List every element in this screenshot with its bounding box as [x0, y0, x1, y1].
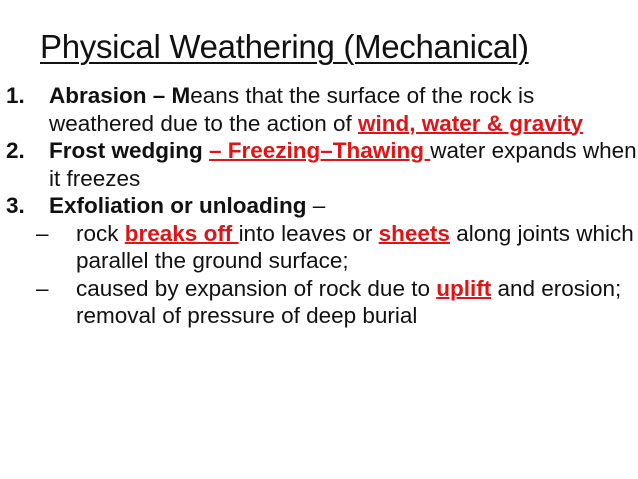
sub-highlight: breaks off: [124, 220, 239, 246]
sub-highlight: sheets: [378, 220, 450, 246]
sub-text: rock: [76, 220, 125, 246]
sub-item-breaks-off: [0, 220, 638, 275]
dash-bullet: –: [36, 220, 49, 246]
item-term: Exfoliation or unloading: [49, 193, 307, 218]
weathering-list: [0, 82, 638, 330]
sub-text: and erosion; removal of pressure of deep burial: [76, 275, 622, 328]
sub-text: along joints which parallel the ground surface;: [76, 220, 634, 273]
item-highlight: – Freezing–Thawing: [209, 138, 431, 163]
item-text: eans that the surface of the rock is weathered due to the action of: [49, 83, 535, 136]
dash-bullet: –: [36, 275, 49, 301]
item-number: 2.: [6, 138, 25, 163]
item-text: water expands when it freezes: [49, 138, 637, 191]
slide-title: Physical Weathering (Mechanical): [40, 28, 529, 65]
item-term: Frost wedging: [49, 138, 209, 163]
item-number: 3.: [6, 193, 25, 218]
list-item-exfoliation: [0, 192, 638, 220]
list-item-abrasion: [0, 82, 638, 137]
sub-item-uplift: [0, 275, 638, 330]
item-term: Abrasion – M: [49, 83, 191, 108]
sub-text: into leaves or: [238, 220, 379, 246]
item-number: 1.: [6, 83, 25, 108]
item-highlight: wind, water & gravity: [357, 110, 584, 136]
item-text: –: [306, 193, 326, 218]
sub-text: caused by expansion of rock due to: [76, 275, 437, 301]
list-item-frost-wedging: [0, 137, 638, 192]
sub-highlight: uplift: [436, 275, 492, 301]
